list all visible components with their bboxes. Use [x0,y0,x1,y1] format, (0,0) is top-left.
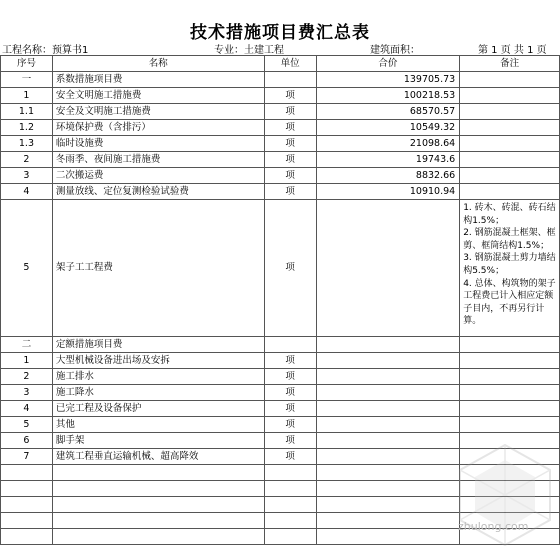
project-value: 预算书1 [52,45,89,56]
table-row [1,152,560,168]
row-name: 脚手架 [52,433,264,449]
table-row [1,136,560,152]
empty-cell [316,497,460,513]
row-amount: 19743.6 [316,152,460,168]
empty-cell [1,497,53,513]
table-row [1,417,560,433]
row-note [460,417,560,433]
empty-cell [52,513,264,529]
row-number: 1 [1,353,53,369]
row-name: 安全及文明施工措施费 [52,104,264,120]
row-name: 定额措施项目费 [52,337,264,353]
empty-cell [264,529,316,545]
header-note: 备注 [460,56,560,72]
row-number: 4 [1,401,53,417]
table-row [1,104,560,120]
row-unit: 项 [264,168,316,184]
specialty-value: 土建工程 [244,45,284,56]
row-amount: 100218.53 [316,88,460,104]
empty-cell [264,497,316,513]
row-number: 二 [1,337,53,353]
row-amount [316,385,460,401]
project-name [2,41,88,56]
project-label: 工程名称： [2,45,52,56]
empty-cell [52,529,264,545]
row-note [460,72,560,88]
row-amount: 8832.66 [316,168,460,184]
row-amount [316,337,460,353]
row-number: 6 [1,433,53,449]
table-row [1,168,560,184]
header-no: 序号 [1,56,53,72]
row-note [460,353,560,369]
row-name: 其他 [52,417,264,433]
table-row [1,184,560,200]
empty-cell [1,465,53,481]
row-number: 1.3 [1,136,53,152]
row-amount [316,369,460,385]
row-name: 环境保护费（含排污） [52,120,264,136]
page-info: 第 1 页 共 1 页 [478,45,547,56]
specialty [214,41,284,56]
row-amount: 139705.73 [316,72,460,88]
empty-cell [264,513,316,529]
row-name: 大型机械设备进出场及安拆 [52,353,264,369]
row-number: 7 [1,449,53,465]
row-number: 1 [1,88,53,104]
empty-cell [316,513,460,529]
empty-cell [264,465,316,481]
row-amount: 21098.64 [316,136,460,152]
table-row [1,353,560,369]
row-note: 1. 砖木、砖混、砖石结构1.5%； 2. 钢筋混凝土框架、框剪、框筒结构1.5%； 3. 钢筋混凝土剪力墙结构5.5%； 4. 总体、构筑物的架子工程费已计入相应定额子目内，不再另行计算。 [460,200,560,337]
empty-cell [52,497,264,513]
table-row [1,120,560,136]
row-amount [316,449,460,465]
row-note [460,152,560,168]
row-amount [316,433,460,449]
row-note [460,184,560,200]
row-unit: 项 [264,104,316,120]
row-name: 已完工程及设备保护 [52,401,264,417]
row-number: 一 [1,72,53,88]
table-row [1,72,560,88]
watermark-text: zhulong.com [458,520,529,533]
row-amount: 10549.32 [316,120,460,136]
row-note [460,120,560,136]
row-name: 施工降水 [52,385,264,401]
row-unit: 项 [264,385,316,401]
row-unit: 项 [264,417,316,433]
row-number: 1.1 [1,104,53,120]
row-note [460,337,560,353]
row-number: 3 [1,385,53,401]
empty-cell [52,481,264,497]
empty-cell [316,529,460,545]
row-note [460,168,560,184]
row-amount [316,200,460,337]
empty-cell [316,481,460,497]
row-unit: 项 [264,184,316,200]
row-unit: 项 [264,353,316,369]
row-name: 临时设施费 [52,136,264,152]
row-name: 施工排水 [52,369,264,385]
table-row [1,385,560,401]
row-amount [316,417,460,433]
row-amount [316,401,460,417]
header-amount: 合价 [316,56,460,72]
empty-cell [264,481,316,497]
row-name: 架子工工程费 [52,200,264,337]
empty-cell [1,529,53,545]
empty-cell [1,513,53,529]
specialty-label: 专业： [214,45,244,56]
building-area: 建筑面积： [370,45,420,56]
row-note [460,385,560,401]
row-number: 4 [1,184,53,200]
header-unit: 单位 [264,56,316,72]
watermark-logo [455,440,555,550]
row-number: 1.2 [1,120,53,136]
row-name: 测量放线、定位复测检验试验费 [52,184,264,200]
row-name: 二次搬运费 [52,168,264,184]
row-unit [264,337,316,353]
row-number: 3 [1,168,53,184]
row-note [460,369,560,385]
row-name: 冬雨季、夜间施工措施费 [52,152,264,168]
table-header-row [1,56,560,72]
table-row [1,337,560,353]
row-unit: 项 [264,369,316,385]
table-row [1,88,560,104]
row-unit: 项 [264,200,316,337]
row-amount: 68570.57 [316,104,460,120]
header-name: 名称 [52,56,264,72]
row-amount [316,353,460,369]
row-number: 2 [1,152,53,168]
page-title: 技术措施项目费汇总表 [190,23,370,43]
row-unit: 项 [264,120,316,136]
row-name: 建筑工程垂直运输机械、超高降效 [52,449,264,465]
row-number: 5 [1,417,53,433]
table-row [1,200,560,337]
row-note [460,136,560,152]
row-unit: 项 [264,88,316,104]
row-unit: 项 [264,152,316,168]
row-note [460,104,560,120]
row-name: 安全文明施工措施费 [52,88,264,104]
row-number: 2 [1,369,53,385]
row-number: 5 [1,200,53,337]
row-unit: 项 [264,136,316,152]
empty-cell [316,465,460,481]
empty-cell [52,465,264,481]
row-unit [264,72,316,88]
row-unit: 项 [264,433,316,449]
table-row [1,369,560,385]
row-note [460,88,560,104]
row-unit: 项 [264,449,316,465]
row-note [460,401,560,417]
row-amount: 10910.94 [316,184,460,200]
row-name: 系数措施项目费 [52,72,264,88]
row-unit: 项 [264,401,316,417]
empty-cell [1,481,53,497]
table-row [1,401,560,417]
